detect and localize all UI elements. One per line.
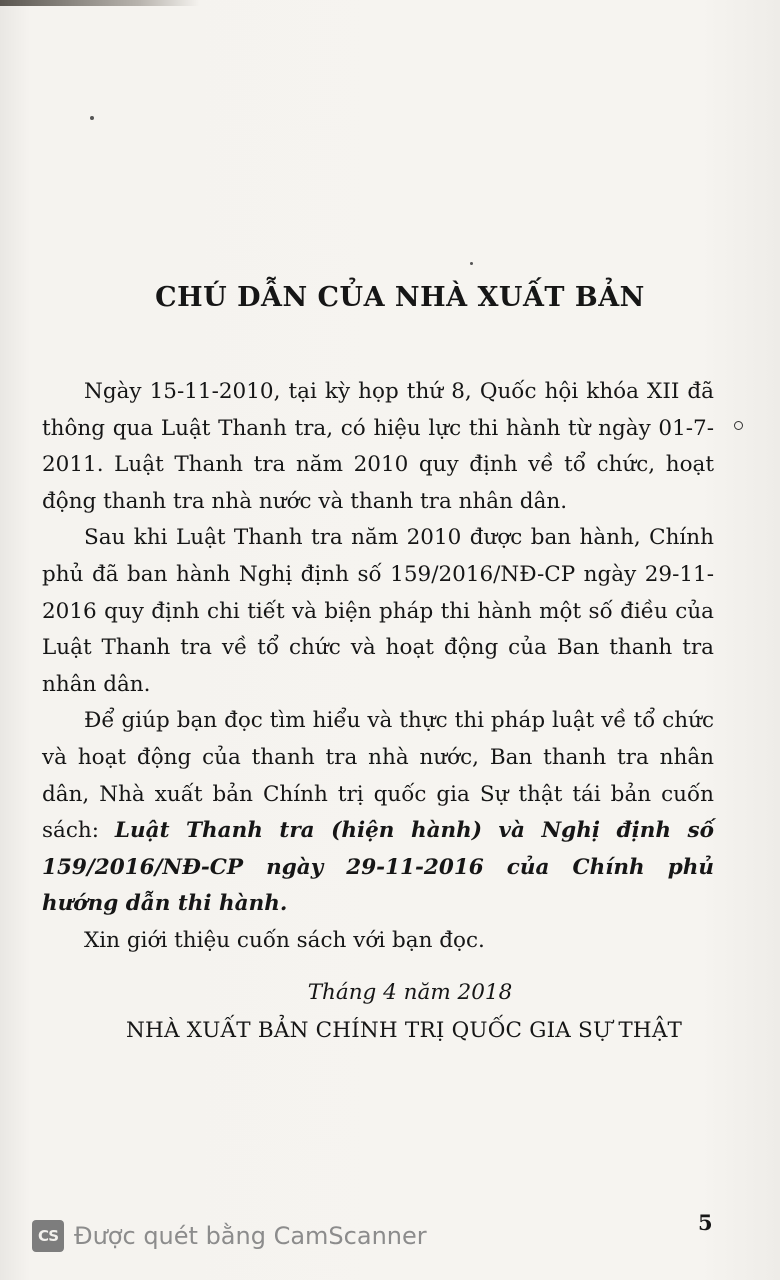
camscanner-logo-icon: CS	[32, 1220, 64, 1252]
paragraph-3	[42, 703, 714, 923]
page-edge-shadow	[0, 0, 200, 6]
foreword-body	[42, 374, 714, 960]
page-title: CHÚ DẪN CỦA NHÀ XUẤT BẢN	[155, 282, 645, 313]
page-number: 5	[698, 1210, 713, 1235]
speck	[470, 262, 473, 265]
date-line: Tháng 4 năm 2018	[307, 980, 513, 1005]
camscanner-watermark	[32, 1218, 427, 1254]
paragraph-3-lead: Để giúp bạn đọc tìm hiểu và thực thi pháp luật về tổ chức và hoạt động của thanh tra nhà nước, Ban thanh tra nhân dân, Nhà xuất bản Chính trị quốc gia Sự thật tái bản cuốn sách:	[42, 708, 714, 844]
speck	[90, 116, 94, 120]
paragraph-1: Ngày 15-11-2010, tại kỳ họp thứ 8, Quốc hội khóa XII đã thông qua Luật Thanh tra, có hiệu lực thi hành từ ngày 01-7-2011. Luật Thanh tra năm 2010 quy định về tổ chức, hoạt động thanh tra nhà nước và thanh tra nhân dân.	[42, 379, 714, 514]
book-title: Luật Thanh tra (hiện hành) và Nghị định số 159/2016/NĐ-CP ngày 29-11-2016 của Chính phủ hướng dẫn thi hành.	[42, 818, 714, 917]
watermark-text: Được quét bằng CamScanner	[74, 1222, 427, 1250]
speck	[734, 421, 743, 430]
paragraph-4: Xin giới thiệu cuốn sách với bạn đọc.	[84, 927, 485, 953]
publisher-signature: NHÀ XUẤT BẢN CHÍNH TRỊ QUỐC GIA SỰ THẬT	[126, 1018, 683, 1043]
paragraph-2: Sau khi Luật Thanh tra năm 2010 được ban hành, Chính phủ đã ban hành Nghị định số 159/2016/NĐ-CP ngày 29-11-2016 quy định chi tiết và biện pháp thi hành một số điều của Luật Thanh tra về tổ chức và hoạt động của Ban thanh tra nhân dân.	[42, 525, 714, 697]
